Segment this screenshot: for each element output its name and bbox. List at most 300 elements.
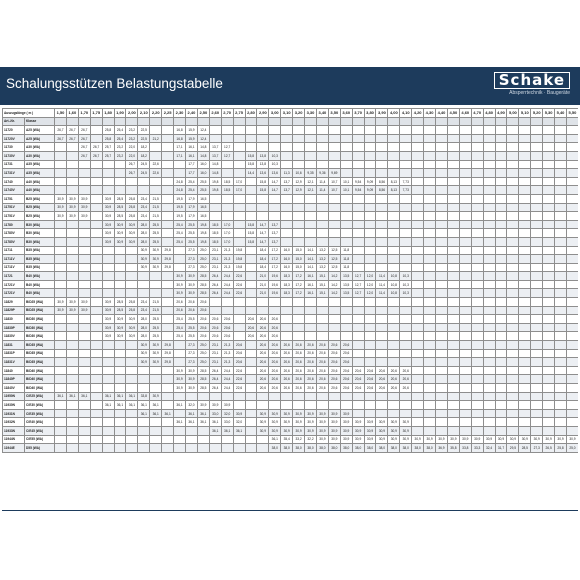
- load-value-cell: [245, 289, 257, 298]
- load-value-cell: [364, 212, 376, 221]
- load-value-cell: [471, 151, 483, 160]
- load-value-cell: [90, 194, 102, 203]
- load-value-cell: [531, 280, 543, 289]
- load-value-cell: [459, 349, 471, 358]
- load-value-cell: 26,7: [126, 169, 138, 178]
- load-value-cell: 7,73: [400, 177, 412, 186]
- load-value-cell: [388, 315, 400, 324]
- load-value-cell: [388, 134, 400, 143]
- load-value-cell: 25,0: [197, 246, 209, 255]
- load-value-cell: [543, 229, 555, 238]
- load-value-cell: [316, 229, 328, 238]
- load-value-cell: 20,6: [340, 384, 352, 393]
- load-value-cell: 28,0: [138, 220, 150, 229]
- load-value-cell: 16,1: [305, 280, 317, 289]
- load-value-cell: [340, 143, 352, 152]
- load-value-cell: [531, 341, 543, 350]
- load-value-cell: [138, 289, 150, 298]
- class-cell: B35 (WA): [25, 246, 55, 255]
- load-value-cell: [531, 134, 543, 143]
- load-value-cell: [66, 263, 78, 272]
- load-value-cell: [138, 280, 150, 289]
- load-value-cell: [162, 315, 174, 324]
- load-value-cell: 10,7: [328, 186, 340, 195]
- load-value-cell: [376, 220, 388, 229]
- load-value-cell: [555, 134, 567, 143]
- load-value-cell: 13,7: [281, 177, 293, 186]
- load-value-cell: [424, 349, 436, 358]
- header-spacer-cell: [543, 117, 555, 126]
- load-value-cell: [519, 186, 531, 195]
- load-value-cell: [531, 298, 543, 307]
- load-value-cell: [483, 169, 495, 178]
- load-value-cell: 25,5: [150, 237, 162, 246]
- load-value-cell: 21,0: [257, 280, 269, 289]
- article-number-cell: 11830V: [3, 332, 25, 341]
- load-value-cell: 20,6: [269, 366, 281, 375]
- load-value-cell: 18,4: [257, 263, 269, 272]
- load-value-cell: [447, 160, 459, 169]
- load-value-cell: [305, 212, 317, 221]
- load-value-cell: 30,9: [138, 341, 150, 350]
- load-value-cell: [471, 349, 483, 358]
- load-value-cell: [447, 263, 459, 272]
- load-value-cell: [436, 246, 448, 255]
- load-value-cell: [305, 237, 317, 246]
- article-number-cell: 11840: [3, 366, 25, 375]
- load-value-cell: 20,6: [293, 341, 305, 350]
- load-value-cell: [269, 126, 281, 135]
- load-value-cell: 14,2: [328, 272, 340, 281]
- load-value-cell: [197, 426, 209, 435]
- load-value-cell: [90, 444, 102, 453]
- load-value-cell: [543, 134, 555, 143]
- load-value-cell: [114, 186, 126, 195]
- load-value-cell: [519, 212, 531, 221]
- load-value-cell: 25,5: [185, 323, 197, 332]
- load-value-cell: [519, 349, 531, 358]
- load-value-cell: [376, 392, 388, 401]
- header-spacer-cell: [281, 117, 293, 126]
- load-value-cell: [483, 220, 495, 229]
- load-value-cell: [257, 401, 269, 410]
- table-row: [3, 220, 579, 229]
- load-value-cell: [555, 203, 567, 212]
- load-value-cell: [78, 418, 90, 427]
- load-value-cell: 20,6: [269, 358, 281, 367]
- load-value-cell: [55, 160, 67, 169]
- load-value-cell: 22,6: [233, 272, 245, 281]
- load-value-cell: [352, 401, 364, 410]
- load-value-cell: [471, 298, 483, 307]
- load-value-cell: [471, 126, 483, 135]
- header-spacer-cell: [424, 117, 436, 126]
- class-cell: C/E40 (WA): [25, 418, 55, 427]
- load-value-cell: [340, 126, 352, 135]
- load-value-cell: 18,4: [257, 246, 269, 255]
- load-value-cell: 36,1: [114, 392, 126, 401]
- load-value-cell: [507, 306, 519, 315]
- load-value-cell: [364, 169, 376, 178]
- article-number-cell: 11720V: [3, 134, 25, 143]
- load-value-cell: [483, 384, 495, 393]
- load-value-cell: [424, 263, 436, 272]
- load-value-cell: 20,6: [257, 323, 269, 332]
- load-value-cell: [424, 237, 436, 246]
- load-value-cell: 14,7: [257, 229, 269, 238]
- load-value-cell: 30,9: [281, 426, 293, 435]
- load-value-cell: 38,0: [316, 444, 328, 453]
- header-spacer-cell: [328, 117, 340, 126]
- load-value-cell: [305, 203, 317, 212]
- load-value-cell: 28,0: [138, 323, 150, 332]
- load-value-cell: [507, 332, 519, 341]
- load-value-cell: [245, 177, 257, 186]
- load-value-cell: [424, 255, 436, 264]
- load-value-cell: [78, 160, 90, 169]
- length-header: 3,90: [376, 109, 388, 118]
- length-header: 1,75: [90, 109, 102, 118]
- load-value-cell: [328, 392, 340, 401]
- load-value-cell: [555, 237, 567, 246]
- length-header: 1,80: [102, 109, 114, 118]
- load-value-cell: 12,7: [352, 280, 364, 289]
- load-value-cell: 25,5: [150, 332, 162, 341]
- load-value-cell: [55, 289, 67, 298]
- load-value-cell: 25,5: [150, 323, 162, 332]
- load-value-cell: 26,7: [78, 143, 90, 152]
- load-value-cell: [531, 358, 543, 367]
- load-value-cell: 30,9: [400, 426, 412, 435]
- load-value-cell: [102, 263, 114, 272]
- load-value-cell: [233, 229, 245, 238]
- load-value-cell: [495, 280, 507, 289]
- load-value-cell: 10,8: [388, 272, 400, 281]
- table-row: [3, 194, 579, 203]
- load-value-cell: [436, 143, 448, 152]
- load-value-cell: [424, 289, 436, 298]
- load-value-cell: 20,6: [185, 298, 197, 307]
- load-value-cell: 27,3: [531, 444, 543, 453]
- load-value-cell: [162, 237, 174, 246]
- table-row: [3, 349, 579, 358]
- load-value-cell: 30,9: [185, 366, 197, 375]
- load-value-cell: 10,3: [400, 280, 412, 289]
- load-value-cell: [424, 194, 436, 203]
- length-header: 2,75: [233, 109, 245, 118]
- load-value-cell: [245, 255, 257, 264]
- load-value-cell: [412, 160, 424, 169]
- load-value-cell: [316, 151, 328, 160]
- length-header: 4,00: [388, 109, 400, 118]
- load-value-cell: 29,8: [162, 358, 174, 367]
- load-value-cell: [543, 323, 555, 332]
- load-value-cell: [293, 212, 305, 221]
- load-value-cell: [519, 341, 531, 350]
- load-value-cell: 15,8: [245, 160, 257, 169]
- load-value-cell: 16,1: [185, 151, 197, 160]
- load-value-cell: [459, 134, 471, 143]
- load-value-cell: [566, 143, 578, 152]
- load-value-cell: [495, 169, 507, 178]
- load-value-cell: [555, 289, 567, 298]
- load-value-cell: [400, 229, 412, 238]
- load-value-cell: [519, 237, 531, 246]
- load-value-cell: 25,5: [185, 315, 197, 324]
- load-value-cell: [471, 392, 483, 401]
- load-value-cell: [519, 194, 531, 203]
- load-value-cell: [471, 134, 483, 143]
- load-value-cell: 20,6: [364, 366, 376, 375]
- load-value-cell: [55, 375, 67, 384]
- load-value-cell: [245, 366, 257, 375]
- load-value-cell: 30,9: [269, 426, 281, 435]
- load-value-cell: 10,3: [400, 289, 412, 298]
- load-value-cell: [424, 341, 436, 350]
- load-value-cell: 21,3: [221, 263, 233, 272]
- class-cell: A40 (WA): [25, 177, 55, 186]
- load-value-cell: [447, 306, 459, 315]
- load-value-cell: 12,1: [305, 177, 317, 186]
- load-value-cell: 25,7: [102, 151, 114, 160]
- load-value-cell: [459, 315, 471, 324]
- load-value-cell: [436, 315, 448, 324]
- load-value-cell: [531, 151, 543, 160]
- load-value-cell: [447, 341, 459, 350]
- load-value-cell: 18,2: [138, 151, 150, 160]
- length-header: 3,20: [293, 109, 305, 118]
- load-value-cell: [162, 220, 174, 229]
- load-value-cell: 30,9: [340, 409, 352, 418]
- load-value-cell: 28,5: [197, 375, 209, 384]
- load-value-cell: 20,6: [269, 384, 281, 393]
- load-value-cell: [543, 384, 555, 393]
- load-value-cell: [543, 401, 555, 410]
- article-number-cell: 11830: [3, 315, 25, 324]
- load-value-cell: 30,9: [114, 323, 126, 332]
- load-value-cell: [566, 263, 578, 272]
- length-header: 2,20: [150, 109, 162, 118]
- load-value-cell: 21,5: [150, 212, 162, 221]
- load-value-cell: 27,3: [185, 349, 197, 358]
- load-value-cell: 25,5: [185, 220, 197, 229]
- load-value-cell: [257, 194, 269, 203]
- load-value-cell: 38,0: [305, 444, 317, 453]
- load-value-cell: 20,6: [316, 349, 328, 358]
- article-number-cell: 11944N: [3, 435, 25, 444]
- load-value-cell: [150, 143, 162, 152]
- load-value-cell: [424, 366, 436, 375]
- load-value-cell: [412, 263, 424, 272]
- load-value-cell: [138, 384, 150, 393]
- load-value-cell: 30,9: [138, 263, 150, 272]
- load-value-cell: [388, 143, 400, 152]
- load-value-cell: [221, 160, 233, 169]
- article-number-cell: 11740: [3, 177, 25, 186]
- load-value-cell: 33,3: [471, 444, 483, 453]
- load-value-cell: 36,1: [209, 426, 221, 435]
- article-number-cell: 11944E: [3, 444, 25, 453]
- load-value-cell: 16,1: [305, 272, 317, 281]
- load-value-cell: [483, 315, 495, 324]
- load-value-cell: [555, 194, 567, 203]
- load-value-cell: [531, 289, 543, 298]
- load-value-cell: [495, 384, 507, 393]
- load-value-cell: [566, 237, 578, 246]
- length-header: 2,80: [245, 109, 257, 118]
- load-value-cell: [66, 151, 78, 160]
- load-value-cell: [495, 160, 507, 169]
- load-value-cell: [566, 280, 578, 289]
- load-value-cell: [483, 203, 495, 212]
- table-row: [3, 272, 579, 281]
- load-value-cell: [281, 212, 293, 221]
- load-value-cell: 25,4: [174, 220, 186, 229]
- load-value-cell: [102, 169, 114, 178]
- load-value-cell: 18,4: [257, 255, 269, 264]
- load-value-cell: [66, 169, 78, 178]
- table-row: [3, 444, 579, 453]
- load-value-cell: 30,9: [555, 435, 567, 444]
- load-value-cell: [281, 203, 293, 212]
- load-value-cell: [376, 212, 388, 221]
- length-header: 3,80: [364, 109, 376, 118]
- load-value-cell: [424, 392, 436, 401]
- load-value-cell: 19,5: [174, 203, 186, 212]
- header-spacer-cell: [245, 117, 257, 126]
- load-value-cell: [388, 332, 400, 341]
- load-value-cell: [555, 272, 567, 281]
- load-value-cell: [471, 194, 483, 203]
- load-value-cell: 13,8: [257, 160, 269, 169]
- load-value-cell: [66, 366, 78, 375]
- load-value-cell: [174, 444, 186, 453]
- load-value-cell: [507, 426, 519, 435]
- load-value-cell: 24,5: [138, 169, 150, 178]
- load-value-cell: [447, 332, 459, 341]
- load-value-cell: [328, 220, 340, 229]
- load-value-cell: [483, 349, 495, 358]
- load-value-cell: 14,7: [269, 177, 281, 186]
- load-value-cell: [138, 177, 150, 186]
- table-row: [3, 263, 579, 272]
- load-value-cell: [376, 349, 388, 358]
- load-value-cell: 30,9: [174, 272, 186, 281]
- table-row: [3, 151, 579, 160]
- header-spacer-cell: [102, 117, 114, 126]
- load-value-cell: 15,8: [257, 177, 269, 186]
- load-value-cell: [55, 418, 67, 427]
- load-value-cell: [483, 426, 495, 435]
- class-cell: B30 (WA): [25, 220, 55, 229]
- load-value-cell: [78, 272, 90, 281]
- load-value-cell: [162, 332, 174, 341]
- load-value-cell: 30,9: [102, 237, 114, 246]
- load-value-cell: 18,5: [209, 237, 221, 246]
- load-value-cell: [507, 358, 519, 367]
- load-value-cell: [483, 237, 495, 246]
- load-value-cell: [543, 246, 555, 255]
- load-value-cell: [162, 306, 174, 315]
- load-value-cell: [507, 341, 519, 350]
- load-value-cell: [233, 126, 245, 135]
- load-value-cell: 19,6: [269, 289, 281, 298]
- class-cell: B/D25 (WA): [25, 306, 55, 315]
- load-value-cell: 17,7: [185, 169, 197, 178]
- load-value-cell: [555, 246, 567, 255]
- load-value-cell: [459, 341, 471, 350]
- load-value-cell: [531, 409, 543, 418]
- load-value-cell: [55, 366, 67, 375]
- load-value-cell: [436, 392, 448, 401]
- load-value-cell: [471, 306, 483, 315]
- load-value-cell: [507, 169, 519, 178]
- load-value-cell: [436, 289, 448, 298]
- load-value-cell: [66, 409, 78, 418]
- load-value-cell: [447, 237, 459, 246]
- load-value-cell: [471, 272, 483, 281]
- load-value-cell: [459, 289, 471, 298]
- load-value-cell: [114, 375, 126, 384]
- load-value-cell: [114, 444, 126, 453]
- load-value-cell: [305, 298, 317, 307]
- load-value-cell: [459, 177, 471, 186]
- load-value-cell: 23,4: [138, 298, 150, 307]
- load-value-cell: 25,8: [126, 194, 138, 203]
- load-value-cell: [388, 169, 400, 178]
- load-value-cell: 20,6: [257, 341, 269, 350]
- load-value-cell: [507, 418, 519, 427]
- load-value-cell: [566, 212, 578, 221]
- load-value-cell: [555, 384, 567, 393]
- load-value-cell: [174, 392, 186, 401]
- load-value-cell: [352, 203, 364, 212]
- load-value-cell: 20,6: [233, 358, 245, 367]
- load-value-cell: 14,8: [209, 169, 221, 178]
- header-spacer-cell: [126, 117, 138, 126]
- load-value-cell: 25,4: [114, 134, 126, 143]
- load-value-cell: [566, 315, 578, 324]
- class-cell: A35 (WA): [25, 160, 55, 169]
- load-value-cell: [162, 143, 174, 152]
- load-value-cell: 14,2: [328, 289, 340, 298]
- load-value-cell: [495, 126, 507, 135]
- load-value-cell: [114, 358, 126, 367]
- load-value-cell: [471, 384, 483, 393]
- load-value-cell: 32,4: [483, 444, 495, 453]
- load-value-cell: [447, 358, 459, 367]
- load-value-cell: 14,1: [305, 246, 317, 255]
- load-value-cell: [519, 177, 531, 186]
- load-value-cell: [138, 435, 150, 444]
- load-value-cell: [412, 212, 424, 221]
- load-value-cell: [185, 444, 197, 453]
- article-number-cell: 11931N: [3, 409, 25, 418]
- load-value-cell: [471, 323, 483, 332]
- load-value-cell: [162, 272, 174, 281]
- load-value-cell: [281, 323, 293, 332]
- load-value-cell: 14,4: [245, 169, 257, 178]
- load-value-cell: [150, 375, 162, 384]
- load-value-cell: [483, 143, 495, 152]
- load-value-cell: [126, 418, 138, 427]
- load-value-cell: [126, 263, 138, 272]
- load-value-cell: 36,1: [150, 401, 162, 410]
- load-value-cell: [305, 151, 317, 160]
- load-value-cell: [138, 272, 150, 281]
- load-value-cell: 17,0: [221, 229, 233, 238]
- load-value-cell: 20,6: [269, 349, 281, 358]
